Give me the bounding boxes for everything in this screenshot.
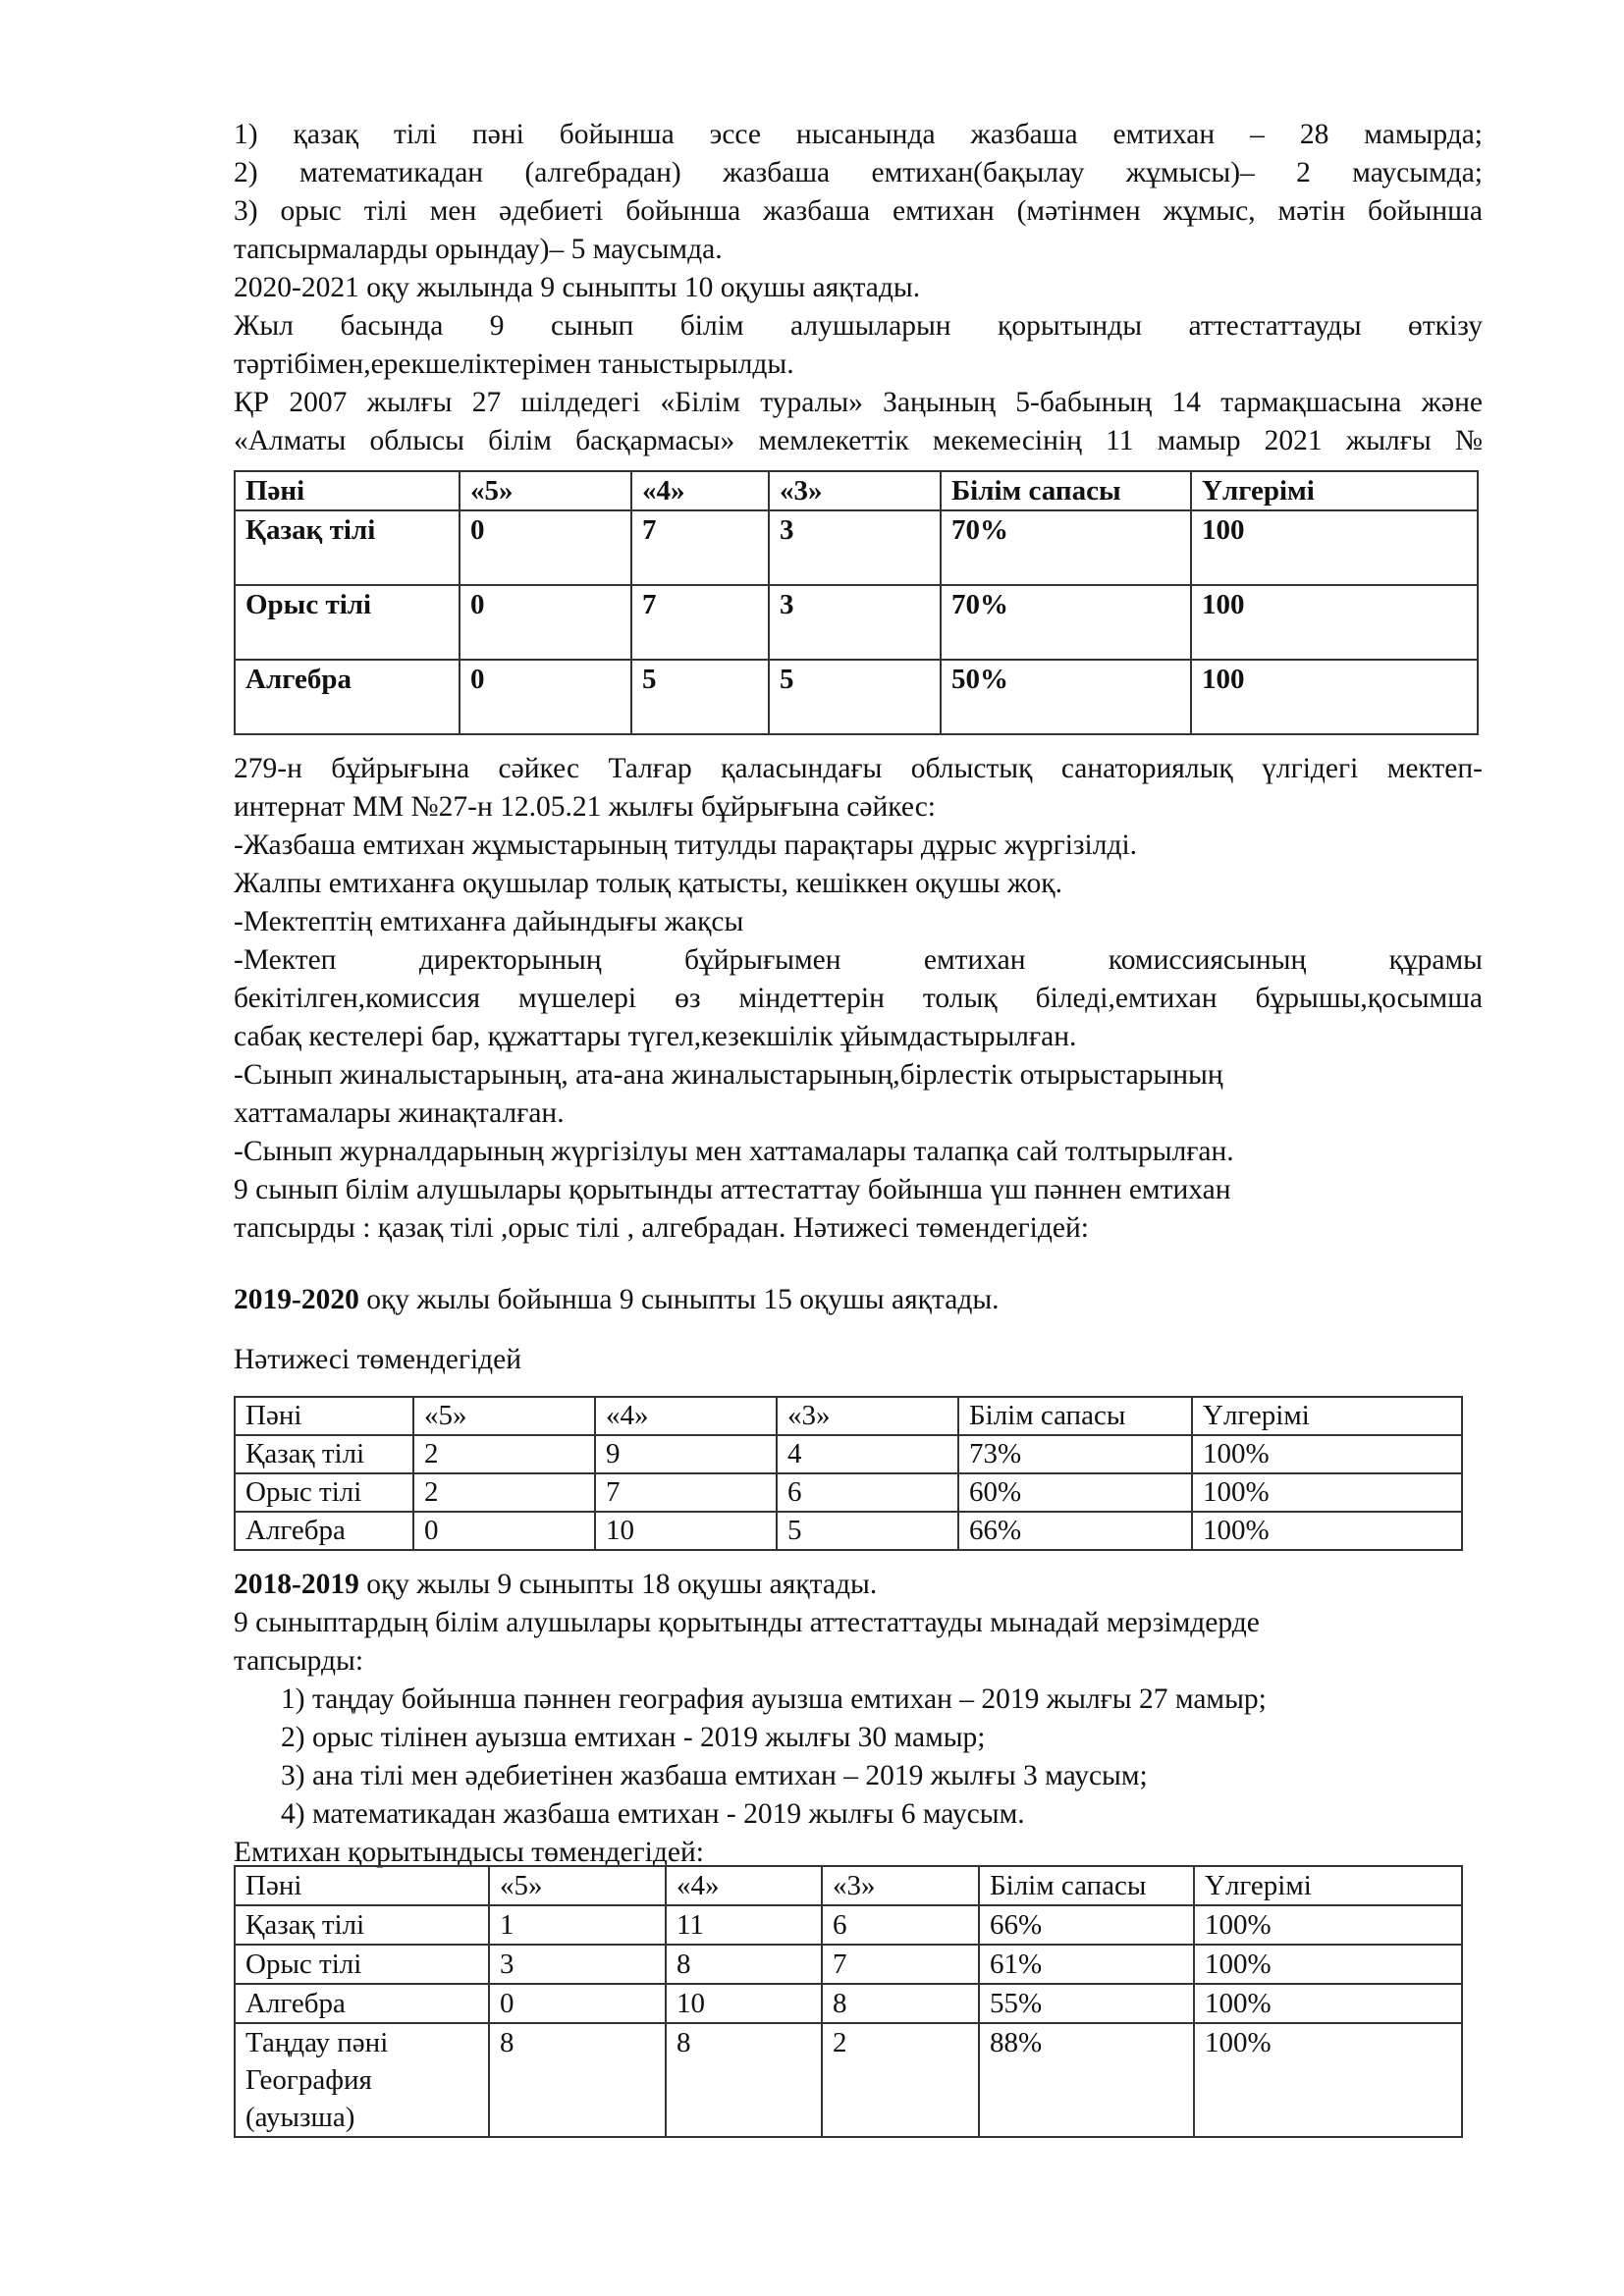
header-cell: «3» (822, 1866, 979, 1905)
text-line: -Мектеп директорының бұйрығымен емтихан комиссиясының құрамы (234, 944, 1483, 976)
text-line: 9 сынып білім алушылары қорытынды аттестаттау бойынша үш пәннен емтихан (234, 1174, 1231, 1205)
table-cell: 6 (822, 1905, 979, 1945)
header-cell: Пәні (235, 1866, 489, 1905)
exam-notes-text (234, 750, 1483, 1248)
table-cell: 100 (1191, 510, 1478, 585)
table-cell: Орыс тілі (235, 1473, 413, 1512)
table-cell: Таңдау пәні География (ауызша) (235, 2023, 489, 2137)
table-row (235, 510, 1478, 585)
result-label-2019: Емтихан қорытындысы төмендегідей: (234, 1837, 704, 1868)
text-line: тапсырды : қазақ тілі ,орыс тілі , алгебрадан. Нәтижесі төмендегідей: (234, 1212, 1089, 1244)
header-cell: «5» (489, 1866, 666, 1905)
year-label: 2018-2019 (234, 1569, 359, 1600)
header-cell: Білім сапасы (941, 471, 1191, 510)
table-cell: 100% (1192, 1435, 1462, 1473)
table-cell: 60% (958, 1473, 1192, 1512)
text-line: Жыл басында 9 сынып білім алушыларын қорытынды аттестаттауды өткізу (234, 310, 1483, 342)
header-cell: Пәні (235, 1397, 413, 1435)
table-cell: 50% (941, 660, 1191, 734)
year-2020-heading (234, 1281, 1483, 1319)
table-cell: 61% (979, 1945, 1194, 1984)
table-cell: 7 (595, 1473, 777, 1512)
text-line: сабақ кестелері бар, құжаттары түгел,кезекшілік ұйымдастырылған. (234, 1021, 1077, 1052)
table-cell: 10 (595, 1512, 777, 1550)
table-row (235, 1512, 1462, 1550)
header-cell: Үлгерімі (1191, 471, 1478, 510)
header-cell: Үлгерімі (1192, 1397, 1462, 1435)
table-cell: 100 (1191, 585, 1478, 660)
year-label: 2019-2020 (234, 1284, 359, 1315)
table-cell: 88% (979, 2023, 1194, 2137)
table-cell: 4 (777, 1435, 958, 1473)
table-cell: Алгебра (235, 660, 460, 734)
table-cell: 3 (769, 585, 941, 660)
text-line: тәртібімен,ерекшеліктерімен таныстырылды. (234, 348, 794, 380)
table-cell: 66% (979, 1905, 1194, 1945)
table-cell: 66% (958, 1512, 1192, 1550)
header-cell: Білім сапасы (958, 1397, 1192, 1435)
table-cell: 6 (777, 1473, 958, 1512)
text-line: Жалпы емтиханға оқушылар толық қатысты, кешіккен оқушы жоқ. (234, 868, 1062, 899)
intro-text (234, 116, 1483, 460)
table-cell: 9 (595, 1435, 777, 1473)
header-cell: «3» (777, 1397, 958, 1435)
table-cell: 5 (769, 660, 941, 734)
header-cell: «5» (460, 471, 631, 510)
table-cell: 8 (489, 2023, 666, 2137)
table-cell: Қазақ тілі (235, 510, 460, 585)
table-cell: 5 (631, 660, 769, 734)
table-cell: 7 (822, 1945, 979, 1984)
table-cell: 55% (979, 1984, 1194, 2023)
table-cell: 2 (413, 1435, 595, 1473)
table-cell: 3 (489, 1945, 666, 1984)
text-line: интернат ММ №27-н 12.05.21 жылғы бұйрығына сәйкес: (234, 791, 936, 823)
table-cell: 0 (460, 585, 631, 660)
table-row (235, 1984, 1462, 2023)
table-cell: 100 (1191, 660, 1478, 734)
table-cell: 73% (958, 1435, 1192, 1473)
table-cell: 0 (460, 660, 631, 734)
table-cell: 7 (631, 510, 769, 585)
table-cell: 3 (769, 510, 941, 585)
year-text: оқу жылы 9 сыныпты 18 оқушы аяқтады. (358, 1569, 878, 1600)
year-2019-heading (234, 1566, 1483, 1604)
text-line: -Сынып журналдарының жүргізілуы мен хаттамалары талапқа сай толтырылған. (234, 1136, 1234, 1167)
text-line: 279-н бұйрығына сәйкес Талғар қаласындағы облыстық санаториялық үлгідегі мектеп- (234, 753, 1483, 784)
table-cell: 70% (941, 585, 1191, 660)
exam-item: 4) математикадан жазбаша емтихан - 2019 жылғы 6 маусым. (281, 1798, 1025, 1830)
table-cell: Орыс тілі (235, 1945, 489, 1984)
table-row (235, 2023, 1462, 2137)
table-row (235, 1945, 1462, 1984)
header-cell: «4» (666, 1866, 822, 1905)
text-line: «Алматы облысы білім басқармасы» мемлекеттік мекемесінің 11 мамыр 2021 жылғы № (234, 425, 1483, 456)
table-cell: 1 (489, 1905, 666, 1945)
table-cell: 8 (666, 2023, 822, 2137)
table-cell: 8 (822, 1984, 979, 2023)
table-row (235, 585, 1478, 660)
results-table-2020 (234, 1396, 1463, 1551)
header-cell: «3» (769, 471, 941, 510)
year-2019-section (234, 1566, 1483, 1872)
table-cell: 100% (1192, 1473, 1462, 1512)
text-line: тапсырды: (234, 1645, 364, 1677)
text-line: 9 сыныптардың білім алушылары қорытынды аттестаттауды мынадай мерзімдерде (234, 1607, 1260, 1638)
result-label-2020: Нәтижесі төмендегідей (234, 1344, 522, 1375)
table-cell: 100% (1194, 2023, 1462, 2137)
table-cell: 2 (822, 2023, 979, 2137)
exam-item: 3) ана тілі мен әдебиетінен жазбаша емтихан – 2019 жылғы 3 маусым; (281, 1760, 1148, 1791)
table-row (235, 660, 1478, 734)
text-line: -Мектептің емтиханға дайындығы жақсы (234, 906, 744, 937)
table-row (235, 1473, 1462, 1512)
table-cell: 100% (1194, 1905, 1462, 1945)
text-line: 3) орыс тілі мен әдебиеті бойынша жазбаша емтихан (мәтінмен жұмыс, мәтін бойынша (234, 195, 1483, 227)
table-cell: 2 (413, 1473, 595, 1512)
text-line: ҚР 2007 жылғы 27 шілдедегі «Білім туралы» Заңының 5-бабының 14 тармақшасына және (234, 387, 1483, 418)
header-cell: Пәні (235, 471, 460, 510)
header-cell: «5» (413, 1397, 595, 1435)
text-line: 2) математикадан (алгебрадан) жазбаша емтихан(бақылау жұмысы)– 2 маусымда; (234, 157, 1483, 188)
text-line: -Жазбаша емтихан жұмыстарының титулды парақтары дұрыс жүргізілді. (234, 829, 1138, 861)
table-cell: 10 (666, 1984, 822, 2023)
table-cell: 7 (631, 585, 769, 660)
header-cell: Білім сапасы (979, 1866, 1194, 1905)
text-line: хаттамалары жинақталған. (234, 1097, 565, 1129)
text-line: тапсырмаларды орындау)– 5 маусымда. (234, 234, 723, 265)
table-cell: 11 (666, 1905, 822, 1945)
table-cell: 70% (941, 510, 1191, 585)
table-row (235, 1905, 1462, 1945)
table-cell: 0 (413, 1512, 595, 1550)
table-cell: Қазақ тілі (235, 1435, 413, 1473)
table-cell: 100% (1194, 1945, 1462, 1984)
table-cell: 0 (460, 510, 631, 585)
table-cell: Алгебра (235, 1984, 489, 2023)
text-line: -Сынып жиналыстарының, ата-ана жиналыстарының,бірлестік отырыстарының (234, 1059, 1223, 1091)
table-header-row (235, 1397, 1462, 1435)
table-header-row (235, 1866, 1462, 1905)
table-cell: 5 (777, 1512, 958, 1550)
header-cell: «4» (595, 1397, 777, 1435)
table-header-row (235, 471, 1478, 510)
text-line: 1) қазақ тілі пәні бойынша эссе нысанында жазбаша емтихан – 28 мамырда; (234, 119, 1483, 150)
table-cell: Қазақ тілі (235, 1905, 489, 1945)
text-line: 2020-2021 оқу жылында 9 сыныпты 10 оқушы аяқтады. (234, 272, 921, 303)
text-line: бекітілген,комиссия мүшелері өз міндеттерін толық біледі,емтихан бұрышы,қосымша (234, 983, 1483, 1014)
header-cell: Үлгерімі (1194, 1866, 1462, 1905)
table-cell: 0 (489, 1984, 666, 2023)
results-table-2019 (234, 1865, 1463, 2138)
year-text: оқу жылы бойынша 9 сыныпты 15 оқушы аяқтады. (358, 1284, 1000, 1315)
header-cell: «4» (631, 471, 769, 510)
table-row (235, 1435, 1462, 1473)
results-table-2021 (234, 470, 1479, 735)
table-cell: 100% (1194, 1984, 1462, 2023)
exam-item: 2) орыс тілінен ауызша емтихан - 2019 жылғы 30 мамыр; (281, 1722, 986, 1753)
table-cell: Орыс тілі (235, 585, 460, 660)
exam-item: 1) таңдау бойынша пәннен география ауызша емтихан – 2019 жылғы 27 мамыр; (281, 1683, 1267, 1715)
table-cell: Алгебра (235, 1512, 413, 1550)
table-cell: 100% (1192, 1512, 1462, 1550)
table-cell: 8 (666, 1945, 822, 1984)
